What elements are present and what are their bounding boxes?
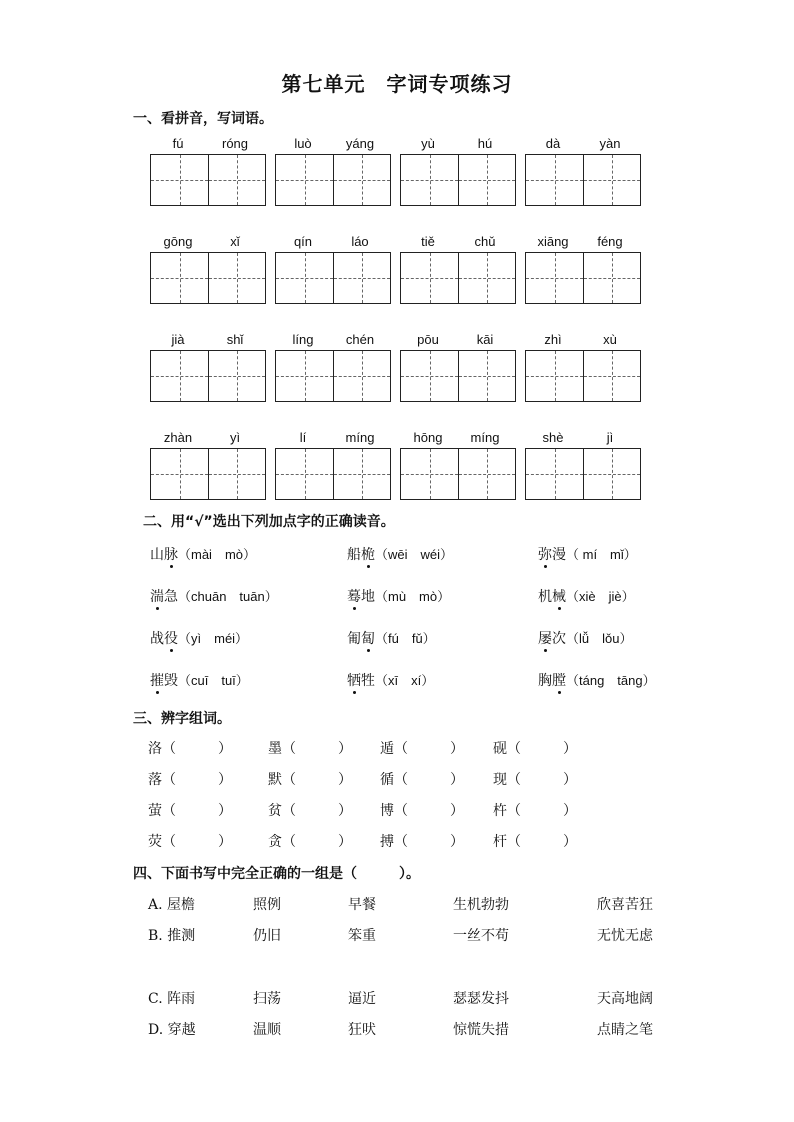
- tian-zi-cell[interactable]: [333, 253, 390, 303]
- word-char: 次: [552, 631, 566, 647]
- tian-zi-cell[interactable]: [151, 253, 208, 303]
- writing-box[interactable]: [275, 252, 391, 304]
- pinyin-label: shè: [542, 430, 564, 445]
- option-word: 一丝不苟: [453, 928, 509, 944]
- word-char: 地: [361, 589, 375, 605]
- writing-box[interactable]: [150, 350, 266, 402]
- pinyin-label: pōu: [417, 332, 439, 347]
- pinyin-label: hú: [477, 136, 493, 151]
- pinyin-label: féng: [597, 234, 623, 249]
- option-word: 扫荡: [253, 991, 281, 1007]
- pinyin-choices[interactable]: （lǚ lǒu）: [566, 631, 633, 646]
- pinyin-label: xù: [603, 332, 617, 347]
- tian-zi-cell[interactable]: [458, 351, 515, 401]
- word-blank-item[interactable]: 杵（ ）: [493, 803, 577, 819]
- pinyin-label: líng: [292, 332, 314, 347]
- option-label-word[interactable]: A. 屋檐: [148, 897, 196, 913]
- pinyin-choices[interactable]: （mù mò）: [375, 589, 451, 604]
- word-char: 蓦: [347, 589, 361, 605]
- pinyin-choices[interactable]: （cuī tuī）: [178, 673, 249, 688]
- option-label-word[interactable]: B. 推测: [148, 928, 196, 944]
- option-word: 早餐: [348, 897, 376, 913]
- word-char: 急: [164, 589, 178, 605]
- word-char: 役: [164, 631, 178, 647]
- word-char: 脉: [164, 547, 178, 563]
- tian-zi-cell[interactable]: [151, 155, 208, 205]
- pinyin-choices[interactable]: （xiè jiè）: [566, 589, 635, 604]
- writing-box[interactable]: [275, 448, 391, 500]
- pronunciation-item: [150, 628, 248, 648]
- pinyin-label: hōng: [413, 430, 443, 445]
- pronunciation-item: [150, 586, 278, 606]
- option-word: 狂吠: [348, 1022, 376, 1038]
- pinyin-label: yáng: [345, 136, 375, 151]
- pinyin-label: láo: [351, 234, 369, 249]
- pinyin-choices[interactable]: （táng tāng）: [566, 673, 656, 688]
- word-char: 膛: [552, 673, 566, 689]
- pronunciation-item: [150, 544, 256, 564]
- option-word: 欣喜苦狂: [597, 897, 653, 913]
- tian-zi-cell[interactable]: [583, 351, 640, 401]
- pronunciation-item: [538, 628, 632, 648]
- word-blank-item[interactable]: 萤（ ）: [148, 803, 232, 819]
- pinyin-label: fú: [172, 136, 184, 151]
- word-char: 桅: [361, 547, 375, 563]
- option-word: 无忧无虑: [597, 928, 653, 944]
- tian-zi-cell[interactable]: [526, 253, 583, 303]
- word-blank-item[interactable]: 杆（ ）: [493, 834, 577, 850]
- word-char: 匐: [361, 631, 375, 647]
- writing-box[interactable]: [525, 350, 641, 402]
- tian-zi-cell[interactable]: [458, 449, 515, 499]
- word-char: 毁: [164, 673, 178, 689]
- writing-box[interactable]: [150, 252, 266, 304]
- section1-heading: 一、看拼音，写词语。: [133, 111, 273, 127]
- pronunciation-item: [347, 586, 450, 606]
- writing-box[interactable]: [525, 154, 641, 206]
- pinyin-label: xiāng: [537, 234, 569, 249]
- tian-zi-cell[interactable]: [208, 449, 265, 499]
- tian-zi-cell[interactable]: [333, 155, 390, 205]
- option-label-word[interactable]: C. 阵雨: [148, 991, 196, 1007]
- option-word: 惊慌失措: [453, 1022, 509, 1038]
- pronunciation-item: [347, 544, 453, 564]
- word-blank-item[interactable]: 遁（ ）: [380, 741, 464, 757]
- word-char: 胸: [538, 673, 552, 689]
- tian-zi-cell[interactable]: [526, 155, 583, 205]
- pinyin-label: dà: [545, 136, 561, 151]
- pronunciation-item: [538, 670, 656, 690]
- pinyin-choices[interactable]: （wēi wéi）: [375, 547, 454, 562]
- pinyin-choices[interactable]: （ mí mǐ）: [566, 547, 637, 562]
- tian-zi-cell[interactable]: [401, 351, 458, 401]
- tian-zi-cell[interactable]: [333, 351, 390, 401]
- writing-box[interactable]: [400, 252, 516, 304]
- word-blank-item[interactable]: 荧（ ）: [148, 834, 232, 850]
- tian-zi-cell[interactable]: [276, 351, 333, 401]
- word-blank-item[interactable]: 搏（ ）: [380, 834, 464, 850]
- tian-zi-cell[interactable]: [526, 449, 583, 499]
- pinyin-label: róng: [221, 136, 249, 151]
- word-blank-item[interactable]: 博（ ）: [380, 803, 464, 819]
- pronunciation-item: [538, 544, 637, 564]
- writing-box[interactable]: [275, 350, 391, 402]
- writing-box[interactable]: [400, 350, 516, 402]
- option-word: 天高地阔: [597, 991, 653, 1007]
- pinyin-label: xǐ: [230, 234, 240, 249]
- tian-zi-cell[interactable]: [208, 351, 265, 401]
- pinyin-label: chǔ: [474, 234, 496, 249]
- word-char: 摧: [150, 673, 164, 689]
- word-blank-item[interactable]: 砚（ ）: [493, 741, 577, 757]
- writing-box[interactable]: [525, 448, 641, 500]
- writing-box[interactable]: [400, 448, 516, 500]
- option-label-word[interactable]: D. 穿越: [148, 1022, 196, 1038]
- writing-box[interactable]: [400, 154, 516, 206]
- word-char: 船: [347, 547, 361, 563]
- tian-zi-cell[interactable]: [458, 253, 515, 303]
- tian-zi-cell[interactable]: [151, 449, 208, 499]
- pinyin-label: yù: [421, 136, 435, 151]
- tian-zi-cell[interactable]: [208, 253, 265, 303]
- option-word: 仍旧: [253, 928, 281, 944]
- tian-zi-cell[interactable]: [583, 253, 640, 303]
- tian-zi-cell[interactable]: [401, 155, 458, 205]
- pronunciation-item: [150, 670, 249, 690]
- tian-zi-cell[interactable]: [583, 155, 640, 205]
- option-word: 逼近: [348, 991, 376, 1007]
- word-char: 屡: [538, 631, 552, 647]
- pinyin-choices[interactable]: （mài mò）: [178, 547, 257, 562]
- section2-heading: 二、用“√”选出下列加点字的正确读音。: [143, 514, 395, 530]
- tian-zi-cell[interactable]: [526, 351, 583, 401]
- tian-zi-cell[interactable]: [401, 449, 458, 499]
- pinyin-label: chén: [345, 332, 375, 347]
- option-word: 照例: [253, 897, 281, 913]
- word-char: 战: [150, 631, 164, 647]
- option-word: 生机勃勃: [453, 897, 509, 913]
- word-char: 牲: [361, 673, 375, 689]
- word-blank-item[interactable]: 循（ ）: [380, 772, 464, 788]
- pinyin-label: gōng: [163, 234, 193, 249]
- writing-box[interactable]: [275, 154, 391, 206]
- pinyin-label: shǐ: [226, 332, 244, 347]
- word-char: 山: [150, 547, 164, 563]
- pinyin-label: yì: [229, 430, 241, 445]
- word-blank-item[interactable]: 墨（ ）: [268, 741, 352, 757]
- pronunciation-item: [347, 628, 436, 648]
- pinyin-label: míng: [345, 430, 375, 445]
- pinyin-label: jì: [606, 430, 614, 445]
- writing-box[interactable]: [525, 252, 641, 304]
- pronunciation-item: [538, 586, 635, 606]
- pinyin-label: míng: [470, 430, 500, 445]
- tian-zi-cell[interactable]: [276, 253, 333, 303]
- tian-zi-cell[interactable]: [276, 449, 333, 499]
- writing-box[interactable]: [150, 448, 266, 500]
- pinyin-choices[interactable]: （chuān tuān）: [178, 589, 278, 604]
- word-blank-item[interactable]: 落（ ）: [148, 772, 232, 788]
- pinyin-label: zhàn: [163, 430, 193, 445]
- word-blank-item[interactable]: 贪（ ）: [268, 834, 352, 850]
- tian-zi-cell[interactable]: [458, 155, 515, 205]
- pinyin-choices[interactable]: （yì méi）: [178, 631, 249, 646]
- pinyin-choices[interactable]: （xī xí）: [375, 673, 435, 688]
- page-title: 第七单元 字词专项练习: [281, 72, 513, 96]
- word-blank-item[interactable]: 默（ ）: [268, 772, 352, 788]
- word-blank-item[interactable]: 贫（ ）: [268, 803, 352, 819]
- pinyin-label: tiě: [421, 234, 435, 249]
- pinyin-label: luò: [294, 136, 312, 151]
- word-blank-item[interactable]: 洛（ ）: [148, 741, 232, 757]
- pinyin-label: kāi: [476, 332, 494, 347]
- word-char: 械: [552, 589, 566, 605]
- section3-heading: 三、辨字组词。: [133, 711, 231, 727]
- option-word: 笨重: [348, 928, 376, 944]
- tian-zi-cell[interactable]: [276, 155, 333, 205]
- tian-zi-cell[interactable]: [401, 253, 458, 303]
- pinyin-label: zhì: [544, 332, 562, 347]
- tian-zi-cell[interactable]: [208, 155, 265, 205]
- option-word: 瑟瑟发抖: [453, 991, 509, 1007]
- word-blank-item[interactable]: 现（ ）: [493, 772, 577, 788]
- word-char: 湍: [150, 589, 164, 605]
- word-char: 弥: [538, 547, 552, 563]
- writing-box[interactable]: [150, 154, 266, 206]
- pinyin-label: qín: [293, 234, 313, 249]
- pinyin-label: lí: [299, 430, 307, 445]
- tian-zi-cell[interactable]: [583, 449, 640, 499]
- option-word: 点睛之笔: [597, 1022, 653, 1038]
- word-char: 机: [538, 589, 552, 605]
- pinyin-choices[interactable]: （fú fǔ）: [375, 631, 436, 646]
- section4-heading: 四、下面书写中完全正确的一组是（ ）。: [133, 866, 420, 882]
- pinyin-label: yàn: [599, 136, 621, 151]
- tian-zi-cell[interactable]: [333, 449, 390, 499]
- tian-zi-cell[interactable]: [151, 351, 208, 401]
- pronunciation-item: [347, 670, 434, 690]
- word-char: 牺: [347, 673, 361, 689]
- word-char: 匍: [347, 631, 361, 647]
- option-word: 温顺: [253, 1022, 281, 1038]
- word-char: 漫: [552, 547, 566, 563]
- pinyin-label: jià: [171, 332, 185, 347]
